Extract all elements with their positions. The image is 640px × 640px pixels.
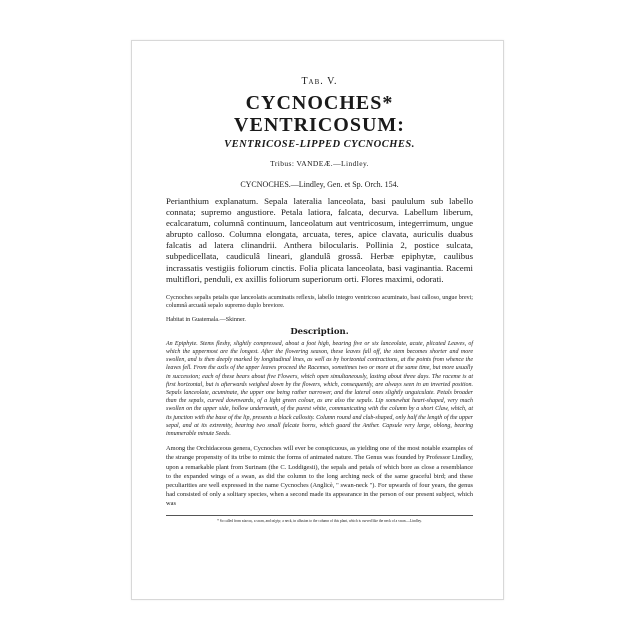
description-heading: Description. [290, 326, 349, 337]
tribe-line: Tribus: VANDEÆ.—Lindley. [270, 159, 369, 168]
footnote: * So called from κύκνος, a swan, and αὐχὴν, a neck, in allusion to the column of this plant, which is curved like the neck of a swan.—Lindley. [217, 518, 422, 523]
species-diagnosis: Cycnoches sepalis petalis que lanceolatis acuminatis reflexis, labello integro ventricoso acuminato, basi calloso, ungue brevi; columnâ arcuatâ sepalo supremo duplo breviore. [166, 294, 473, 309]
plate-number: Tab. V. [301, 76, 338, 87]
species-title: CYCNOCHES* VENTRICOSUM: [234, 92, 405, 136]
description-text: An Epiphyte. Stems fleshy, slightly compressed, about a foot high, bearing five or six lanceolate, acute, plicated Leaves, of which the uppermost are the longest. After the flowering season, these leaves fall off, the stem becomes shorter and more swollen, and is then deeply marked by longitudinal lines, as well as by horizontal contractions, at the points from whence the leaves fell. From the axils of the upper leaves proceed the Racemes, sometimes two or more at the same time, but more usually in succession; each of these bears about five Flowers, which open simultaneously, lasting about three days. The raceme is at first horizontal, but is afterwards weighed down by the flowers, which, consequently, are always seen in an inverted position. Sepals lanceolate, acuminate, the upper one being rather narrower, and the lateral ones slightly unguiculate. Petals broader than the sepals, curved downwards, of a light green colour, as are also the sepals. Lip somewhat heart-shaped, very much swollen on the upper side, hollow underneath, of the purest white, communicating with the column by a short Claw, which, at its junction with the base of the lip, presents a black callosity. Column round and club-shaped, only half the length of the upper sepal, and at its extremity, bearing two small falcate horns, which guard the Anther. Capsule very large, oblong, bearing innumerable minute Seeds. [166, 340, 473, 437]
plate-page [166, 76, 473, 524]
history-text: Among the Orchidaceous genera, Cycnoches will ever be conspicuous, as yielding one of the most notable examples of the strange propensity of its tribe to mimic the forms of animated nature. The Genus was founded by Professor Lindley, upon a remarkable plant from Surinam (the C. Loddigesii), the sepals and petals of which bore as close a resemblance to the expanded wings of a swan, as did the column to the long arching neck of the same graceful bird; and these peculiarities are well expressed in the name Cycnoches (Anglicè, " swan-neck "). For upwards of four years, the genus had consisted of only a solitary species, when a second made its appearance in the person of our present subject, which was [166, 445, 473, 508]
footnote-divider [166, 515, 473, 516]
genus-diagnosis: Perianthium explanatum. Sepala lateralia lanceolata, basi paululum sub labello connata; supremo angustiore. Petala latiora, falcata, decurva. Labellum liberum, ecalcaratum, columnâ continuum, lanceolatum aut ventricosum, integerrimum, ungue abrupto calloso. Columna elongata, arcuata, teres, apice clavata, auriculis duabus falcatis ad latera clinandrii. Anthera bilocularis. Pollinia 2, postice sulcata, subpedicellata, caudiculâ lineari, glandulâ grossâ. Herbæ epiphytæ, caulibus incrassatis vestigiis foliorum cinctis. Folia plicata lanceolata, basi vaginantia. Racemi multiflori, penduli, ex axillis foliorum superiorum orti. Flores maximi, odorati. [166, 196, 473, 284]
common-name: VENTRICOSE-LIPPED CYCNOCHES. [224, 139, 415, 150]
genus-citation: CYCNOCHES.—Lindley, Gen. et Sp. Orch. 154. [240, 180, 399, 189]
habitat-line: Habitat in Guatemala.—Skinner. [166, 316, 246, 323]
